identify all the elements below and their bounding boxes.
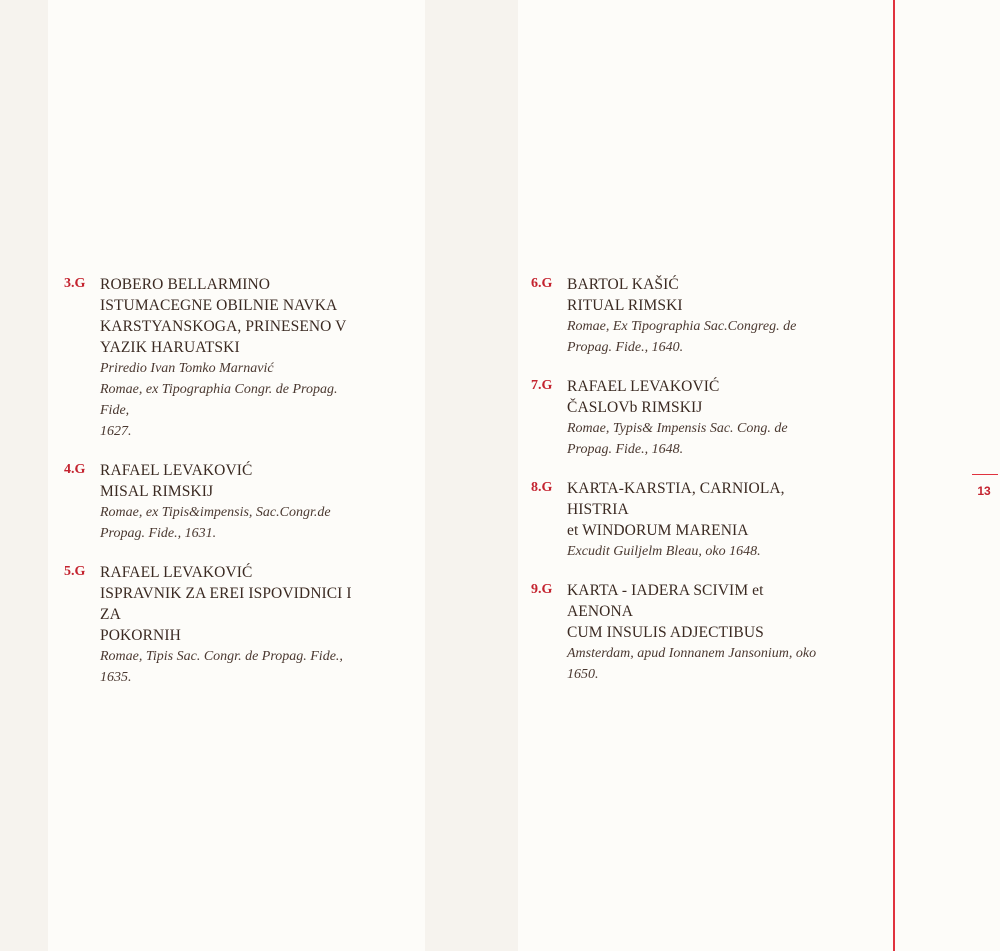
entry-author: KARTA - IADERA SCIVIM et AENONA bbox=[567, 582, 764, 620]
entry-note-line: Romae, ex Tipis&impensis, Sac.Congr.de bbox=[100, 505, 331, 520]
entry-title-line: ČASLOVb RIMSKIJ bbox=[567, 399, 703, 416]
left-column bbox=[64, 274, 364, 706]
entry-title-line: et WINDORUM MARENIA bbox=[567, 522, 749, 539]
entry-note-line: Propag. Fide., 1640. bbox=[567, 340, 684, 355]
right-margin bbox=[894, 0, 1000, 951]
entry-note-line: Romae, Typis& Impensis Sac. Cong. de bbox=[567, 421, 788, 436]
entry-title-line: POKORNIH bbox=[100, 627, 181, 644]
entry-number: 6.G bbox=[531, 276, 553, 291]
entry-number: 3.G bbox=[64, 276, 86, 291]
entry-number: 7.G bbox=[531, 378, 553, 393]
entry-note-line: Priredio Ivan Tomko Marnavić bbox=[100, 361, 274, 376]
entry-note-line: 1627. bbox=[100, 424, 132, 439]
entry-number: 8.G bbox=[531, 480, 553, 495]
left-outer-strip bbox=[0, 0, 48, 951]
entry-author: RAFAEL LEVAKOVIĆ bbox=[100, 462, 253, 479]
entry-note-line: 1635. bbox=[100, 670, 132, 685]
entry-note-line: Romae, Ex Tipographia Sac.Congreg. de bbox=[567, 319, 797, 334]
page-number: 13 bbox=[977, 484, 991, 498]
catalog-entry bbox=[64, 562, 364, 688]
entry-note-line: 1650. bbox=[567, 667, 599, 682]
center-gutter bbox=[425, 0, 518, 951]
right-column bbox=[531, 274, 831, 703]
catalog-entry bbox=[531, 274, 831, 358]
entry-note-line: Romae, ex Tipographia Congr. de Propag. Fide, bbox=[100, 382, 338, 418]
entry-title-line: MISAL RIMSKIJ bbox=[100, 483, 214, 500]
entry-title-line: YAZIK HARUATSKI bbox=[100, 339, 240, 356]
entry-title-line: ISPRAVNIK ZA EREI ISPOVIDNICI I ZA bbox=[100, 585, 352, 623]
entry-note-line: Amsterdam, apud Ionnanem Jansonium, oko bbox=[567, 646, 817, 661]
entry-note-line: Romae, Tipis Sac. Congr. de Propag. Fide., bbox=[100, 649, 343, 664]
catalog-entry bbox=[64, 460, 364, 544]
entry-author: ROBERO BELLARMINO bbox=[100, 276, 271, 293]
red-margin-rule bbox=[893, 0, 895, 951]
entry-title-line: CUM INSULIS ADJECTIBUS bbox=[567, 624, 764, 641]
catalog-entry bbox=[64, 274, 364, 442]
entry-note-line: Excudit Guiljelm Bleau, oko 1648. bbox=[567, 544, 761, 559]
entry-title-line: RITUAL RIMSKI bbox=[567, 297, 683, 314]
catalog-entry bbox=[531, 580, 831, 685]
entry-number: 4.G bbox=[64, 462, 86, 477]
entry-title-line: KARSTYANSKOGA, PRINESENO V bbox=[100, 318, 347, 335]
catalog-entry bbox=[531, 376, 831, 460]
entry-author: RAFAEL LEVAKOVIĆ bbox=[100, 564, 253, 581]
entry-number: 9.G bbox=[531, 582, 553, 597]
entry-note-line: Propag. Fide., 1648. bbox=[567, 442, 684, 457]
entry-author: KARTA-KARSTIA, CARNIOLA, HISTRIA bbox=[567, 480, 785, 518]
entry-number: 5.G bbox=[64, 564, 86, 579]
entry-title-line: ISTUMACEGNE OBILNIE NAVKA bbox=[100, 297, 338, 314]
catalog-entry bbox=[531, 478, 831, 562]
entry-author: BARTOL KAŠIĆ bbox=[567, 276, 679, 293]
entry-author: RAFAEL LEVAKOVIĆ bbox=[567, 378, 720, 395]
entry-note-line: Propag. Fide., 1631. bbox=[100, 526, 217, 541]
page-number-rule bbox=[972, 474, 998, 475]
